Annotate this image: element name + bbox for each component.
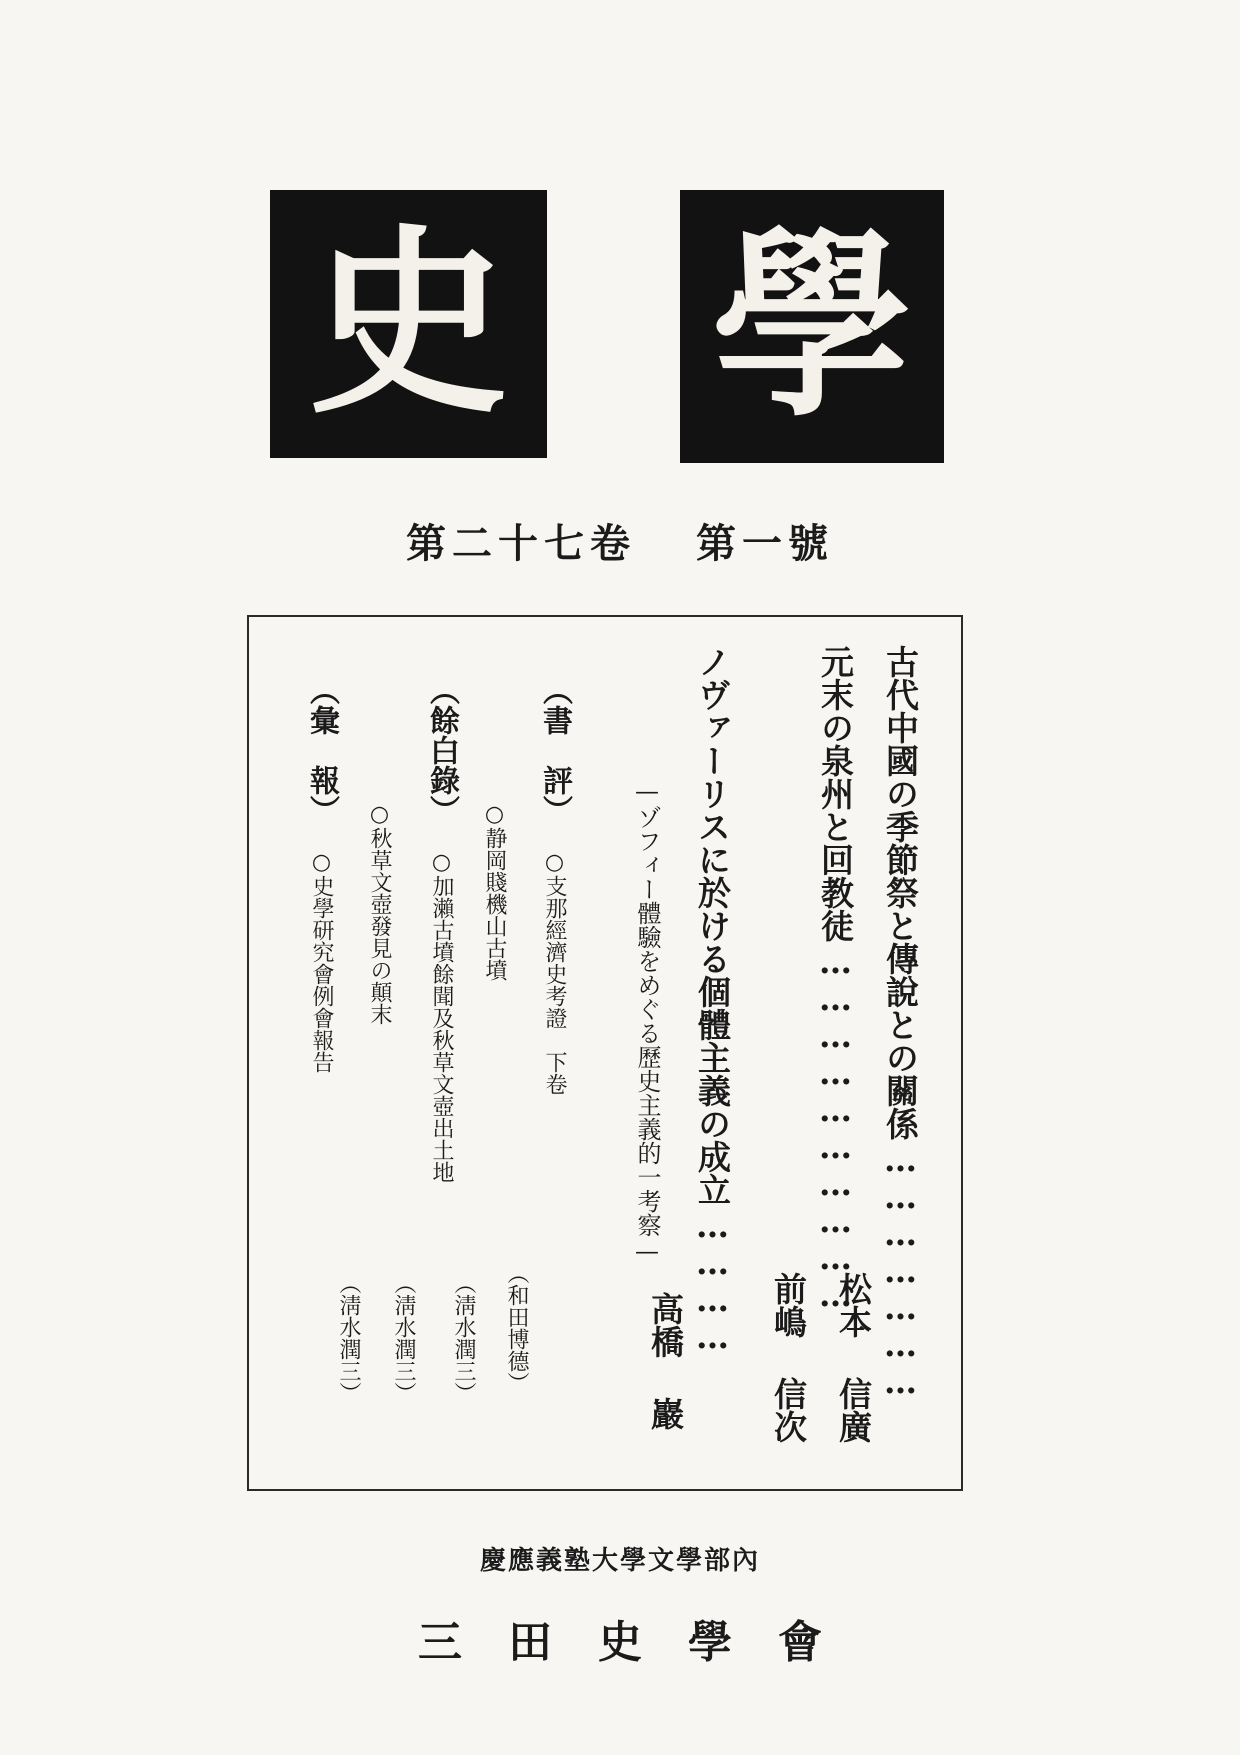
- toc-review-3: [419, 675, 463, 1183]
- leader-dots: …………………: [881, 1140, 920, 1399]
- publisher-name: 三田史學會: [418, 1617, 868, 1668]
- table-of-contents: [247, 615, 963, 1491]
- article-title: ノヴァーリスに於ける個體主義の成立: [693, 645, 732, 1206]
- title-char-gaku: 學: [711, 208, 912, 444]
- article-author: 高橋 巖: [646, 1292, 685, 1430]
- article-title: 元末の泉州と回教徒: [816, 645, 855, 942]
- toc-article-3: [689, 645, 736, 1354]
- leader-dots: …………………………: [816, 942, 855, 1312]
- toc-review-1: [532, 675, 576, 1095]
- review-author: （淸水潤三）: [391, 1272, 416, 1404]
- title-seal-gaku: [680, 190, 944, 463]
- section-label-news: （彙 報）: [304, 675, 339, 825]
- article-author: 松本 信廣: [834, 1272, 873, 1443]
- toc-article-2: [812, 645, 859, 1312]
- toc-article-1: [877, 645, 924, 1399]
- issue-number: 第一號: [696, 520, 834, 567]
- toc-review-4: [364, 802, 395, 1025]
- volume-number: 第二十七卷: [406, 520, 636, 567]
- review-item: ○支那經濟史考證 下卷: [542, 850, 567, 1095]
- review-item: ○静岡賤機山古墳: [482, 802, 507, 981]
- toc-review-5: [299, 675, 343, 1073]
- review-author: （淸水潤三）: [336, 1272, 361, 1404]
- review-item: ○加瀨古墳餘聞及秋草文壺出土地: [429, 850, 454, 1183]
- article-title: 古代中國の季節祭と傳說との關係: [881, 645, 920, 1140]
- toc-review-2: [479, 802, 510, 981]
- review-author: （和田博德）: [504, 1262, 529, 1394]
- section-label-book-review: （書 評）: [537, 675, 572, 825]
- section-label-margin-notes: （餘白錄）: [424, 675, 459, 825]
- publisher-address: 慶應義塾大學文學部內: [479, 1546, 760, 1576]
- leader-dots: …………: [693, 1206, 732, 1354]
- title-char-shi: 史: [308, 206, 509, 441]
- article-author: 前嶋 信次: [769, 1272, 808, 1443]
- review-item: ○史學研究會例會報告: [309, 850, 334, 1073]
- volume-issue: [330, 512, 910, 569]
- title-seal-shi: [270, 190, 547, 458]
- toc-article-3-subtitle: —ゾフィー體驗をめぐる歷史主義的一考察—: [633, 777, 661, 1265]
- review-item: ○秋草文壺發見の顛末: [367, 802, 392, 1025]
- review-author: （淸水潤三）: [451, 1272, 476, 1404]
